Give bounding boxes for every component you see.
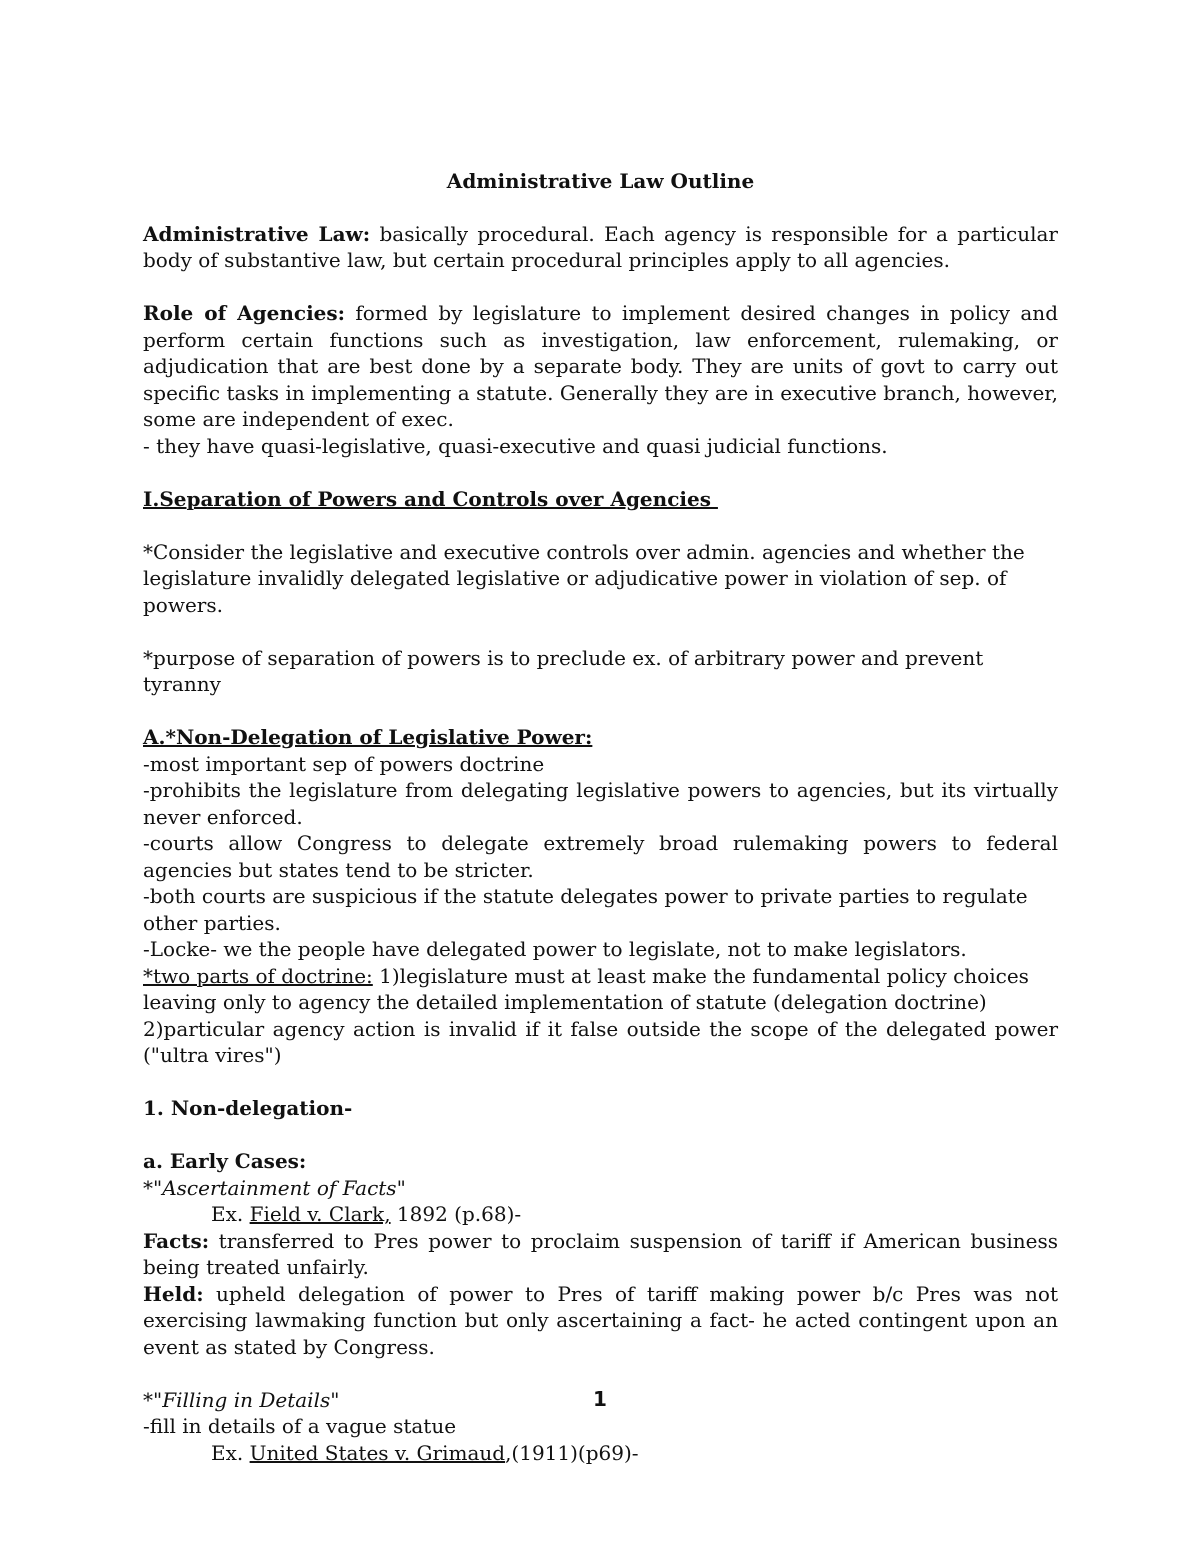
facts-paragraph [143,1228,1058,1281]
held-text: upheld delegation of power to Pres of tariff making power b/c Pres was not exercising lawmaking function but only ascertaining a fact- he acted contingent upon an event as stated by Congress. [143,1281,1058,1359]
facts-label: Facts: [143,1228,210,1253]
role-term: Role of Agencies: [143,301,346,325]
bullet-item: -courts allow Congress to delegate extremely broad rulemaking powers to federal agencies but states tend to be stricter. [143,831,1058,882]
non-delegation-heading: 1. Non-delegation- [143,1096,353,1120]
bullet-item: -most important sep of powers doctrine [143,751,545,776]
consider-paragraph: *Consider the legislative and executive controls over admin. agencies and whether the legislature invalidly delegated legislative or adjudicative power in violation of sep. of powers. [143,539,1025,617]
filling-details-label: *"Filling in Details" [143,1387,340,1412]
purpose-paragraph: *purpose of separation of powers is to preclude ex. of arbitrary power and prevent tyranny [143,645,984,696]
held-paragraph [143,1281,1058,1361]
admin-law-term: Administrative Law: [143,221,371,246]
example-citation: 1892 (p.68)- [390,1202,522,1226]
fill-details-text: -fill in details of a vague statue [143,1414,457,1438]
facts-text: transferred to Pres power to proclaim suspension of tariff if American business being treated unfairly. [143,1228,1058,1279]
ascertainment-label: *"Ascertainment of Facts" [143,1175,406,1200]
section-1-heading: I.Separation of Powers and Controls over Agencies [143,486,718,511]
bullet-item: -both courts are suspicious if the statute delegates power to private parties to regulate other parties. [143,884,1028,935]
role-paragraph [143,300,1058,433]
example-us-v-grimaud [143,1440,1058,1467]
bullet-item: -Locke- we the people have delegated power to legislate, not to make legislators. [143,937,967,961]
example-field-v-clark [143,1201,1058,1228]
case-name-field-v-clark: Field v. Clark, [249,1202,391,1226]
example-prefix: Ex. [211,1202,250,1226]
example-prefix: Ex. [211,1440,250,1465]
two-parts-text: 1)legislature must at least make the fundamental policy choices leaving only to agency the detailed implementation of statute (delegation doctrine) [143,963,1029,1014]
document-title: Administrative Law Outline [446,169,755,193]
two-parts-paragraph [143,963,1058,1016]
admin-law-paragraph [143,221,1058,274]
case-name-us-v-grimaud: United States v. Grimaud [249,1440,506,1465]
part-two-paragraph: 2)particular agency action is invalid if it false outside the scope of the delegated power ("ultra vires") [143,1016,1058,1067]
section-a-heading: A.*Non-Delegation of Legislative Power: [143,725,593,749]
early-cases-heading: a. Early Cases: [143,1149,307,1173]
role-note: - they have quasi-legislative, quasi-executive and quasi judicial functions. [143,433,888,458]
bullet-item: -prohibits the legislature from delegating legislative powers to agencies, but its virtually never enforced. [143,778,1058,829]
two-parts-label: *two parts of doctrine: [143,963,373,988]
admin-law-text: basically procedural. Each agency is responsible for a particular body of substantive law, but certain procedural principles apply to all agencies. [143,221,1058,272]
page-number: 1 [593,1387,607,1411]
document-page [143,168,1058,1466]
example-citation: ,(1911)(p69)- [505,1440,639,1465]
held-label: Held: [143,1281,204,1306]
role-text: formed by legislature to implement desired changes in policy and perform certain functions such as investigation, law enforcement, rulemaking, or adjudication that are best done by a separate body. They are units of govt to carry out specific tasks in implementing a statute. Generally they are in executive branch, however, some are independent of exec. [143,301,1058,431]
